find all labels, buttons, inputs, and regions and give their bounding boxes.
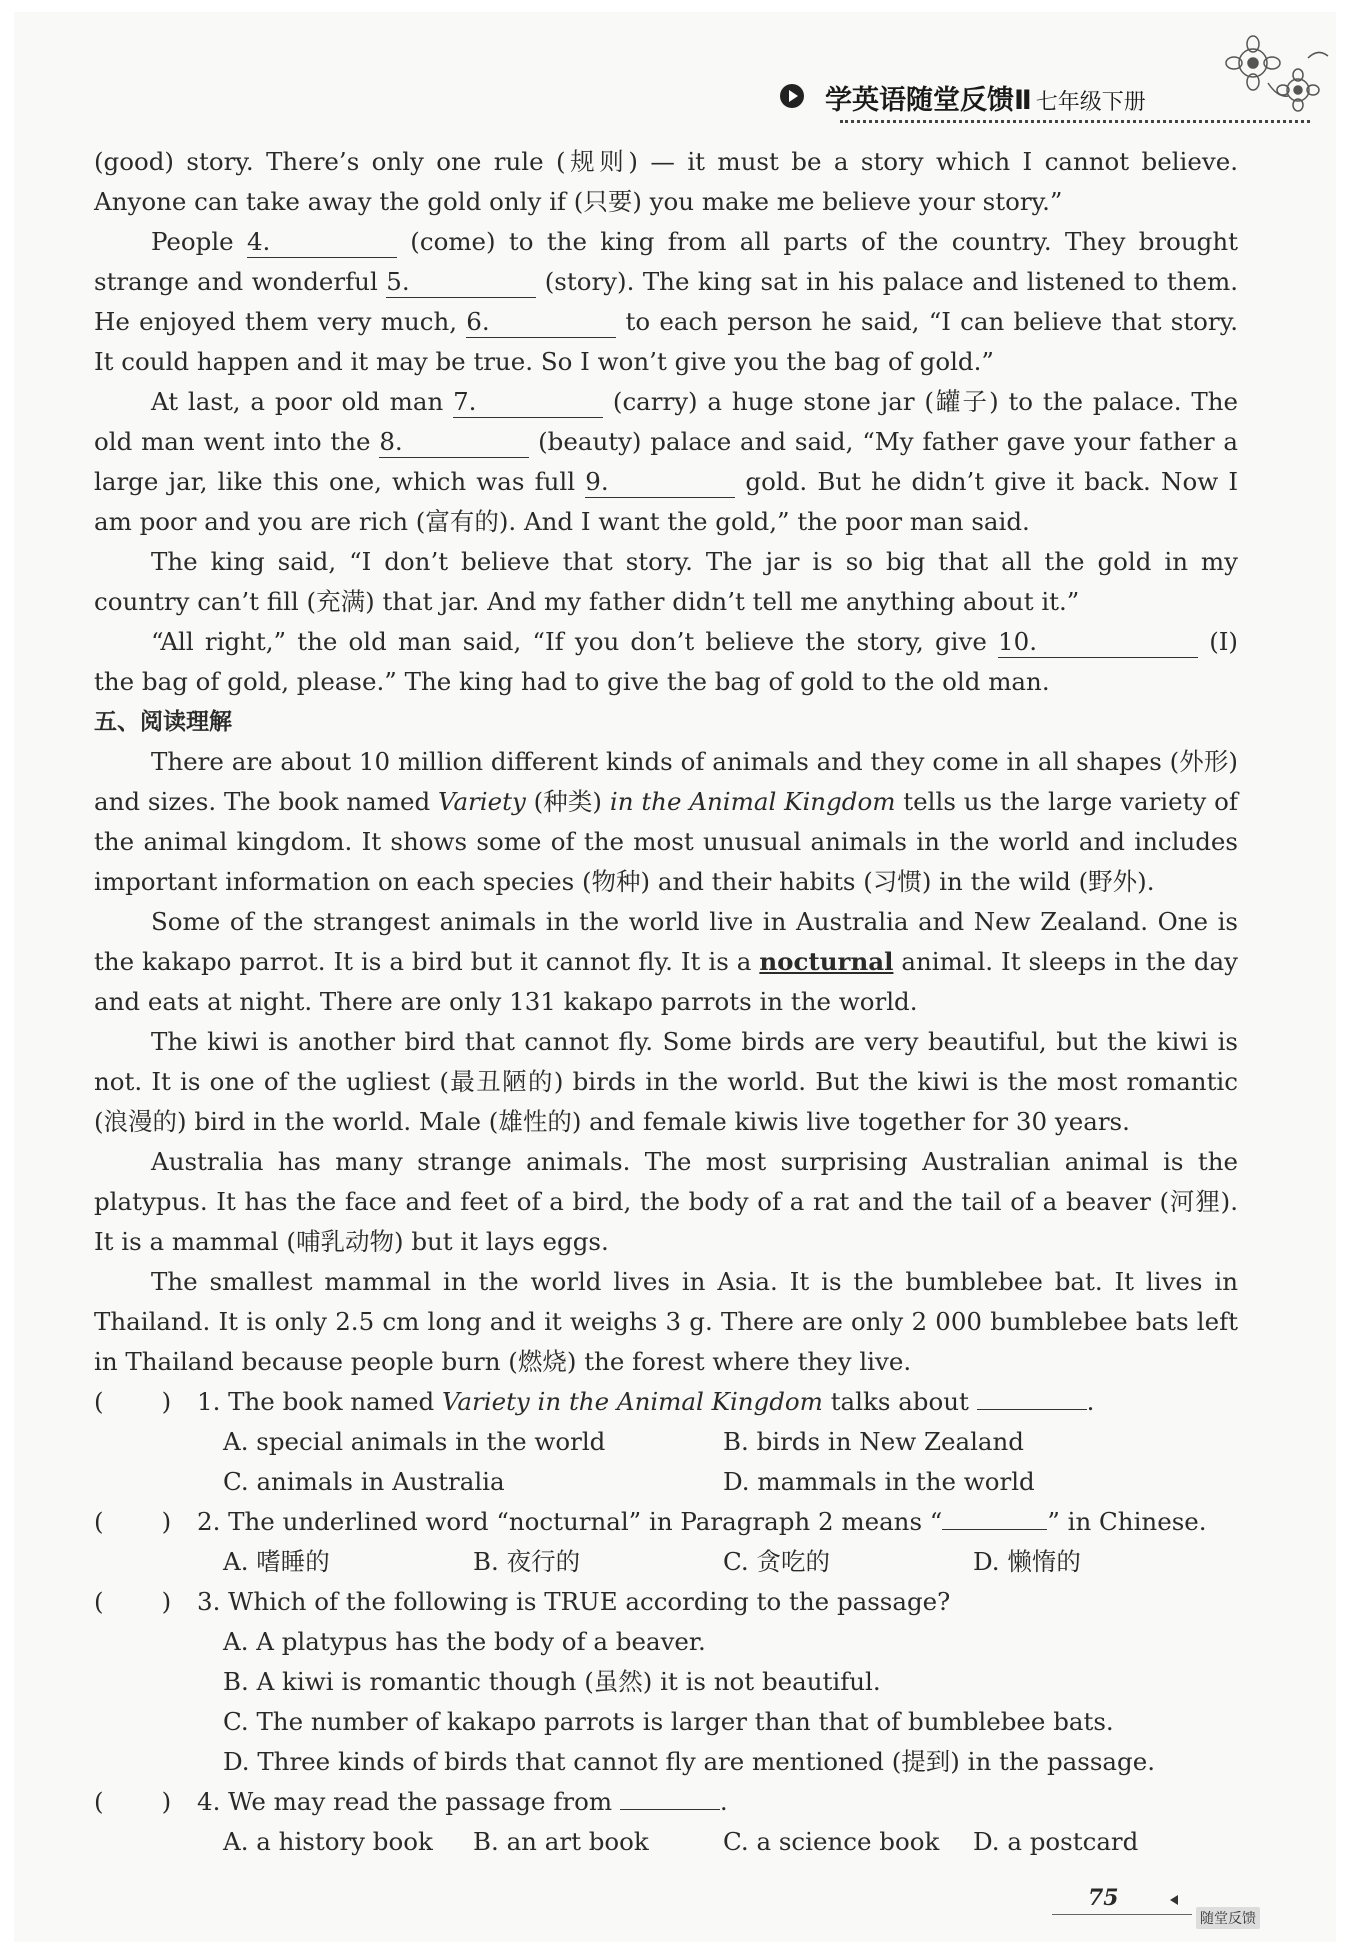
flower-decoration-icon bbox=[1208, 28, 1338, 128]
footer-divider bbox=[1052, 1914, 1192, 1915]
passage-paragraph-3: At last, a poor old man 7. (carry) a huge stone jar (罐子) to the palace. The old man went into the 8. (beauty) palace and said, “My father gave your father a large jar, like this one, which was full 9. gold. But he didn’t give it back. Now I am poor and you are rich (富有的). And I want the gold,” the poor man said. bbox=[94, 387, 1238, 536]
reading-paragraph-4: Australia has many strange animals. The most surprising Australian animal is the platypus. It has the face and feet of a bird, the body of a rat and the tail of a beaver (河狸). It is a mammal (哺乳动物) but it lays eggs. bbox=[94, 1147, 1238, 1256]
question-2-options bbox=[94, 1542, 1238, 1582]
passage-paragraph-5: “All right,” the old man said, “If you don’t believe the story, give 10. (I) the bag of gold, please.” The king had to give the bag of gold to the old man. bbox=[94, 627, 1238, 696]
option[interactable]: A. a history book bbox=[223, 1827, 433, 1856]
option[interactable]: B. 夜行的 bbox=[473, 1547, 581, 1576]
answer-blank[interactable] bbox=[620, 1809, 720, 1810]
option[interactable]: B. A kiwi is romantic though (虽然) it is not beautiful. bbox=[223, 1667, 881, 1696]
blank-9[interactable]: 9. bbox=[585, 467, 735, 498]
blank-10[interactable]: 10. bbox=[998, 627, 1198, 658]
option[interactable]: D. 懒惰的 bbox=[973, 1547, 1081, 1576]
question-2: ( ) 2. The underlined word “nocturnal” in Paragraph 2 means “ ” in Chinese. bbox=[94, 1502, 1238, 1542]
answer-blank[interactable] bbox=[942, 1529, 1047, 1530]
play-icon bbox=[780, 84, 804, 108]
option[interactable]: B. an art book bbox=[473, 1827, 649, 1856]
option[interactable]: C. 贪吃的 bbox=[723, 1547, 830, 1576]
answer-bracket[interactable]: ( ) bbox=[94, 1387, 172, 1416]
page-number: 75 bbox=[1088, 1885, 1119, 1911]
option[interactable]: D. mammals in the world bbox=[723, 1467, 1035, 1496]
option[interactable]: C. The number of kakapo parrots is larger than that of bumblebee bats. bbox=[223, 1707, 1114, 1736]
underlined-word: nocturnal bbox=[759, 947, 894, 976]
option[interactable]: D. Three kinds of birds that cannot fly are mentioned (提到) in the passage. bbox=[223, 1747, 1155, 1776]
section-heading: 五、阅读理解 bbox=[94, 709, 232, 735]
passage-line-continued: (good) story. There’s only one rule (规则) — it must be a story which I cannot believe. Anyone can take away the gold only if (只要) you make me believe your story.” bbox=[94, 147, 1238, 216]
blank-8[interactable]: 8. bbox=[379, 427, 529, 458]
option[interactable]: C. a science book bbox=[723, 1827, 940, 1856]
arrow-left-icon bbox=[1170, 1895, 1178, 1905]
answer-bracket[interactable]: ( ) bbox=[94, 1507, 172, 1536]
passage-paragraph-2: People 4. (come) to the king from all parts of the country. They brought strange and wonderful 5. (story). The king sat in his palace and listened to them. He enjoyed them very much, 6. to each person he said, “I can believe that story. It could happen and it may be true. So I won’t give you the bag of gold.” bbox=[94, 227, 1238, 376]
blank-4[interactable]: 4. bbox=[247, 227, 397, 258]
answer-bracket[interactable]: ( ) bbox=[94, 1587, 172, 1616]
footer-tag: 随堂反馈 bbox=[1196, 1907, 1260, 1929]
answer-bracket[interactable]: ( ) bbox=[94, 1787, 172, 1816]
option[interactable]: A. special animals in the world bbox=[223, 1427, 606, 1456]
question-4: ( ) 4. We may read the passage from . bbox=[94, 1782, 1238, 1822]
option[interactable]: A. 嗜睡的 bbox=[223, 1547, 330, 1576]
option[interactable]: B. birds in New Zealand bbox=[723, 1427, 1024, 1456]
question-1-options-row-1 bbox=[94, 1422, 1238, 1462]
question-4-options bbox=[94, 1822, 1238, 1862]
option[interactable]: D. a postcard bbox=[973, 1827, 1139, 1856]
blank-6[interactable]: 6. bbox=[466, 307, 616, 338]
reading-paragraph-3: The kiwi is another bird that cannot fly. Some birds are very beautiful, but the kiwi is not. It is one of the ugliest (最丑陋的) birds in the world. But the kiwi is the most romantic (浪漫的) bird in the world. Male (雄性的) and female kiwis live together for 30 years. bbox=[94, 1027, 1238, 1136]
blank-7[interactable]: 7. bbox=[453, 387, 603, 418]
option[interactable]: A. A platypus has the body of a beaver. bbox=[223, 1627, 706, 1656]
answer-blank[interactable] bbox=[977, 1409, 1087, 1410]
passage-paragraph-4: The king said, “I don’t believe that story. The jar is so big that all the gold in my country can’t fill (充满) that jar. And my father didn’t tell me anything about it.” bbox=[94, 547, 1238, 616]
book-subtitle: 七年级下册 bbox=[1035, 90, 1146, 115]
page-content bbox=[94, 142, 1238, 1862]
question-3: ( ) 3. Which of the following is TRUE according to the passage? bbox=[94, 1582, 1238, 1622]
question-1: ( ) 1. The book named Variety in the Animal Kingdom talks about . bbox=[94, 1382, 1238, 1422]
book-title: 学英语随堂反馈Ⅱ 七年级下册 bbox=[825, 85, 1146, 116]
question-1-options-row-2 bbox=[94, 1462, 1238, 1502]
reading-paragraph-2: Some of the strangest animals in the world live in Australia and New Zealand. One is the kakapo parrot. It is a bird but it cannot fly. It is a nocturnal animal. It sleeps in the day and eats at night. There are only 131 kakapo parrots in the world. bbox=[94, 907, 1238, 1016]
reading-paragraph-1: There are about 10 million different kinds of animals and they come in all shapes (外形) and sizes. The book named Variety (种类) in the Animal Kingdom tells us the large variety of the animal kingdom. It shows some of the most unusual animals in the world and includes important information on each species (物种) and their habits (习惯) in the wild (野外). bbox=[94, 747, 1238, 896]
blank-5[interactable]: 5. bbox=[386, 267, 536, 298]
reading-paragraph-5: The smallest mammal in the world lives in Asia. It is the bumblebee bat. It lives in Thailand. It is only 2.5 cm long and it weighs 3 g. There are only 2 000 bumblebee bats left in Thailand because people burn (燃烧) the forest where they live. bbox=[94, 1267, 1238, 1376]
option[interactable]: C. animals in Australia bbox=[223, 1467, 505, 1496]
